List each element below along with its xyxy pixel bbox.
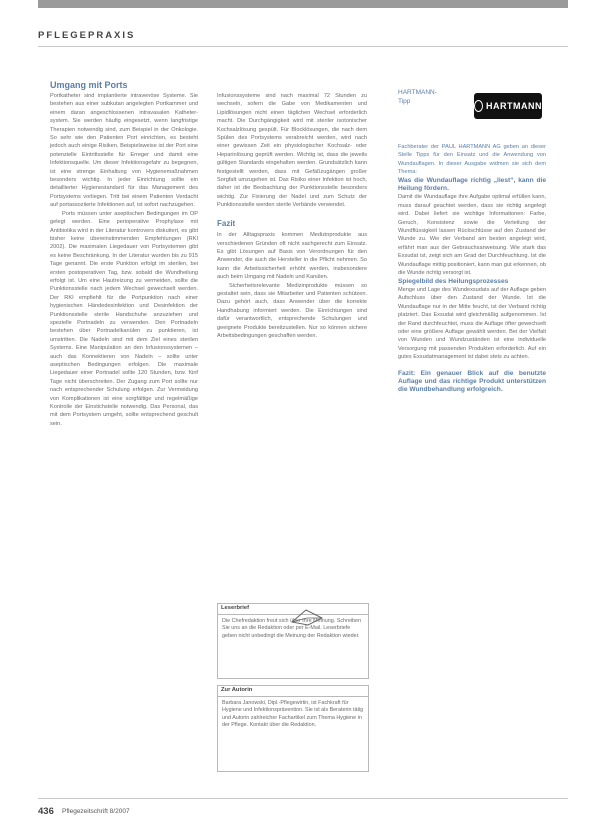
article-paragraph: Ports müssen unter aseptischen Bedingungen im OP gelegt werden. Eine perioperative Prophylaxe mit Antibiotika wird in der Literatur kontrovers diskutiert, es gibt bisher keine übereinstimmenden Empfehlungen (RKI 2002). Die maximalen Liegedauer von Portsystemen gibt es keine Beschränkung. In der Literatur wurden bis zu 915 Tage genannt. Die erste Punktion erfolgt im sterilen, bei ersten postoperativen Tag, bzw. sobald die Wundheilung erfolgt ist. Um eine Hautreizung zu vermeiden, sollte die Punktionsstelle nach jedem Wechsel gewechselt werden. Der RKI empfiehlt für die Portpunktion nach einer hygienischen Händedesinfektion und Desinfektion der Punktionsstelle sterile Handschuhe anzuziehen und spezielle Portnadeln zu verwenden. Den Portnadeln bestehen über Portnadelkanülen zu punktieren, ist umstritten. Die Nadeln sind mit dem Ziel eines sterilen Systems. Eine Manipulation an den Infusionssystemen – auch das Konnektieren von Nadeln – sollte unter aseptischen Bedingungen erfolgen. Die maximale Liegedauer einer Portnadel sollte 120 Stunden, bzw. fünf Tage nicht überschreiten. Der Zugang zum Port sollte nur nach entsprechender Schulung erfolgen. Zur Vermeidung von Komplikationen ist eine sorgfältige und regelmäßige Kontrolle der Einstichstelle notwendig. Das Personal, das mit dem Portsystem umgeht, sollte entsprechend geschult sein. (50, 210, 198, 427)
tip-subheading: Spiegelbild des Heilungsprozesses (398, 277, 509, 285)
tip-label-line2: Tipp (398, 98, 411, 105)
letter-box-title: Leserbrief (218, 604, 368, 615)
tip-question: Was die Wundauflage richtig „liest“, kann die Heilung fördern. (398, 176, 546, 193)
tip-paragraph: Damit die Wundauflage ihre Aufgabe optimal erfüllen kann, muss darauf geachtet werden, dass sie richtig angelegt wird. Dabei liefert sie wichtige Informationen: Farbe, Geruch, Konsistenz sowie die Verteilung der Wundflüssigkeit lassen Rückschlüsse auf den Zustand der Wunde zu. Wie der Verband am besten angelegt wird, erfährt man aus der Gebrauchsanweisung. Wie stark das Exsudat ist, zeigt sich am Grad der Durchfeuchtung. Ist die Wundauflage mittig positioniert, kann man gut erkennen, ob die Wunde richtig versorgt ist. (398, 194, 546, 277)
article-paragraph: In der Alltagspraxis kommen Medizinprodukte aus verschiedenen Gründen oft nicht sachgerecht zum Einsatz. Es gibt Lösungen auf Basis von Verordnungen für den Anwender, die auch die Hersteller in die Pflicht nehmen. So kann die Arbeitssicherheit erhöht werden, insbesondere auch beim Umgang mit Nadeln und Kanülen. (217, 232, 367, 281)
footer-divider (38, 798, 568, 799)
section-title: PFLEGEPRAXIS (38, 30, 136, 41)
author-box-body: Barbara Janowski, Dipl.-Pflegewirtin, ist Fachkraft für Hygiene und Infektionsprävention. Sie ist als Beraterin tätig und Autorin zahlreicher Fachartikel zum Thema Hygiene in der Pflege. Kontakt über die Redaktion. (222, 699, 364, 729)
page-number: 436 (38, 806, 54, 817)
tip-conclusion: Fazit: Ein genauer Blick auf die benutzte Auflage und das richtige Produkt unterstützen die Wundbehandlung erfolgreich. (398, 369, 546, 394)
article-column-1 (50, 92, 198, 428)
hartmann-logo (474, 93, 542, 119)
logo-circle-icon (474, 100, 483, 112)
logo-text: HARTMANN (486, 101, 542, 111)
article-paragraph: Sicherheitsrelevante Medizinprodukte müssen so gestaltet sein, dass sie Mitarbeiter und Patienten schützen. Dazu gehört auch, dass Anwender über die korrekte Handhabung informiert werden. Die Einrichtungen sind dafür verantwortlich, entsprechende Schulungen und geeignete Produkte bereitzustellen. Nur so können sichere Arbeitsbedingungen geschaffen werden. (217, 282, 367, 339)
header-divider (38, 46, 568, 47)
tip-paragraph: Menge und Lage des Wundexsudats auf der Auflage geben Aufschluss über den Zustand der Wunde. Ist die Wundauflage nur in der Mitte feucht, ist der Verband richtig platziert. Das Exsudat wird gleichmäßig aufgenommen. Ist der Rand durchfeuchtet, muss die Auflage öfter gewechselt oder eine größere Auflage gewählt werden. Bei der Vielfalt von Wunden und Wundzuständen ist eine individuelle Versorgung mit passenden Produkten erforderlich. Auf ein gutes Exsudatmanagement ist dabei stets zu achten. (398, 286, 546, 361)
tip-column (398, 143, 546, 395)
article-column-2 (217, 92, 367, 340)
top-bar (38, 0, 568, 8)
fazit-heading: Fazit (217, 218, 236, 228)
envelope-icon (290, 606, 324, 626)
article-paragraph: Portkatheter sind implantierte intravenöse Systeme. Sie bestehen aus einer subkutan angelegten Portkammer und einem daran angeschlossenen intravasalen Katheter-system. Sie werden häufig eingesetzt, wenn langfristige Therapien notwendig sind, zum Beispiel in der Onkologie. So sehr wie den Patienten Port einrichten, es besteht jedoch auch einige Risiken. Beispielsweise ist der Port eine potenzielle Eintrittsstelle für Erreger und damit eine Infektionsquelle. Um dieser Infektionsgefahr zu begegnen, ist eine strenge Einhaltung von Hygienemaßnahmen besonders wichtig. In jeder Einrichtung sollte ein detaillierter Hygienestandard für das Management des Portsystems vorliegen. Tritt bei einem Patienten Verdacht auf portassoziierte Infektionen auf, ist sofort nachzugehen. (50, 93, 198, 209)
author-box (217, 685, 369, 772)
letter-box-body: Die Chefredaktion freut sich über Ihre Meinung. Schreiben Sie uns an die Redaktion oder per E-Mail. Leserbriefe geben nicht unbedingt die Meinung der Redaktion wieder. (222, 617, 362, 639)
journal-name: Pflegezeitschrift 8/2007 (62, 808, 130, 815)
article-title: Umgang mit Ports (50, 80, 128, 90)
article-paragraph: Infusionssysteme sind nach maximal 72 Stunden zu wechseln, sofern die Gabe von Medikamenten und Lipidlösungen nicht einen täglichen Wechsel erforderlich macht. Die Durchgängigkeit wird mit steriler isotonischer Kochsalzlösung gespült. Für Blocklösungen, die nach dem Spülen des Portsystems verabreicht werden, wird nach einer gewissen Zeit ein physiologischer Kochsalz- oder Heparinlösung geprüft werden. Wichtig ist, dass die jeweils gültigen Standards eingehalten werden. Grundsätzlich kann festgestellt werden, dass mit Gefäßzugängen großer Sorgfalt umzugehen ist. Das Risiko einer Infektion ist hoch, daher ist die Beobachtung der Punktionsstelle besonders wichtig. Zur Fixierung der Nadel und zum Schutz der Punktionsstelle werden sterile Verbände verwendet. (217, 93, 367, 209)
tip-label-line1: HARTMANN- (398, 89, 437, 96)
tip-label (398, 88, 458, 106)
author-box-title: Zur Autorin (218, 686, 368, 697)
tip-intro: Fachberater der PAUL HARTMANN AG geben an dieser Stelle Tipps für den Einsatz und die Anwendung von Wundauflagen. In dieser Ausgabe widmen sie sich dem Thema: (398, 144, 546, 176)
